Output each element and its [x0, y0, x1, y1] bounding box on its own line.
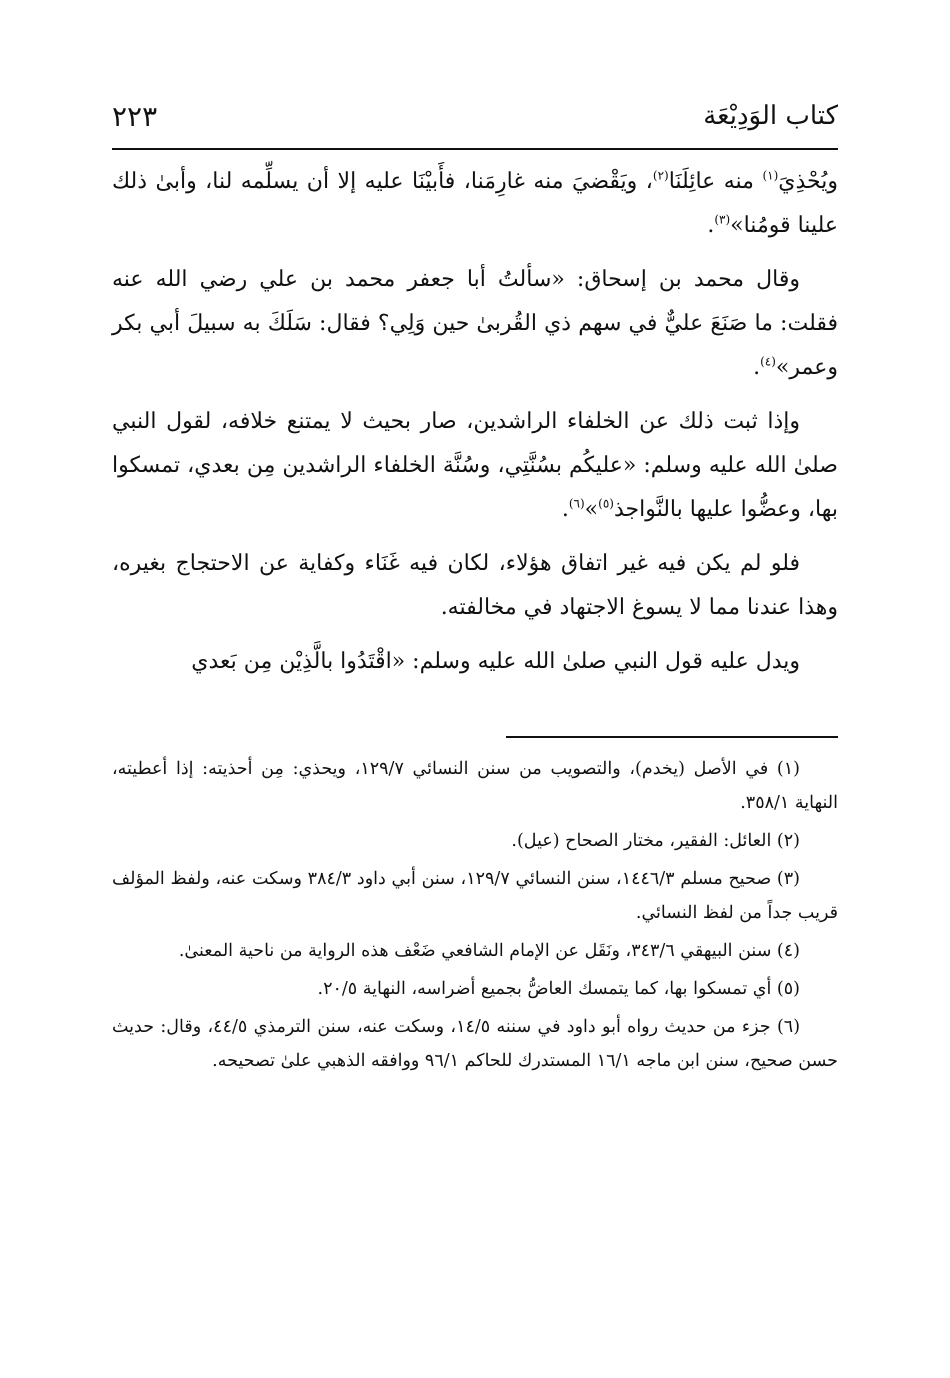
book-title: كتاب الوَدِيْعَة	[703, 101, 838, 131]
paragraph	[112, 400, 838, 532]
footnote-marker[interactable]: (٤)	[760, 354, 776, 369]
paragraph	[112, 542, 838, 630]
paragraph	[112, 160, 838, 248]
header-divider	[112, 148, 838, 150]
text-run: فلو لم يكن فيه غير اتفاق هؤلاء، لكان فيه غَنَاء وكفاية عن الاحتجاج بغيره، وهذا عندنا مما لا يسوغ الاجتهاد في مخالفته.	[112, 551, 838, 620]
footnote-marker[interactable]: (١)	[762, 168, 779, 183]
footnote-4: (٤) سنن البيهقي ٣٤٣/٦، ونَقَل عن الإمام الشافعي ضَعْف هذه الرواية من ناحية المعنىٰ.	[178, 941, 800, 961]
footnote-2: (٢) العائل: الفقير، مختار الصحاح (عيل).	[511, 831, 800, 851]
page-number: ٢٢٣	[112, 99, 158, 133]
footnote-5: (٥) أي تمسكوا بها، كما يتمسك العاضُّ بجميع أضراسه، النهاية ٢٠/٥.	[317, 979, 800, 999]
footnote-marker[interactable]: (٥)	[598, 496, 614, 511]
text-run: منه عائِلَنَا	[668, 169, 763, 194]
text-run: »	[584, 497, 599, 522]
footnotes	[112, 752, 838, 1082]
running-header	[112, 92, 838, 140]
footnote-1: (١) في الأصل (يخدم)، والتصويب من سنن النسائي ١٢٩/٧، ويحذي: مِن أحذيته: إذا أعطيته، النهاية ٣٥٨/١.	[112, 759, 838, 813]
text-run: .	[561, 497, 569, 522]
footnote-6: (٦) جزء من حديث رواه أبو داود في سننه ١٤/٥، وسكت عنه، سنن الترمذي ٤٤/٥، وقال: حديث حسن صحيح، سنن ابن ماجه ١٦/١ المستدرك للحاكم ٩٦/١ ووافقه الذهبي علىٰ تصحيحه.	[112, 1017, 838, 1071]
text-run: ، ويَقْضيَ منه غارِمَنا، فأَبيْنَا عليه إلا أن يسلِّمه لنا، وأبىٰ ذلك علينا قومُنا»	[112, 169, 838, 238]
text-run: .	[707, 213, 715, 238]
text-run: .	[753, 355, 761, 380]
text-run: ويدل عليه قول النبي صلىٰ الله عليه وسلم: «اقْتَدُوا بالَّذِيْن مِن بَعدي	[191, 649, 800, 674]
paragraph	[112, 258, 838, 390]
text-run: وإذا ثبت ذلك عن الخلفاء الراشدين، صار بحيث لا يمتنع خلافه، لقول النبي صلىٰ الله عليه وسلم: «عليكُم بسُنَّتِي، وسُنَّة الخلفاء الراشدين مِن بعدي، تمسكوا بها، وعضُّوا عليها بالنَّواجذ	[112, 409, 838, 522]
footnote-divider	[506, 736, 838, 738]
text-run: وقال محمد بن إسحاق: «سألتُ أبا جعفر محمد بن علي رضي الله عنه فقلت: ما صَنَعَ عليٌّ في سهم ذي القُربىٰ حين وَلِي؟ فقال: سَلَكَ به سبيلَ أبي بكر وعمر»	[112, 267, 838, 380]
footnote-marker[interactable]: (٦)	[568, 496, 585, 511]
footnote-3: (٣) صحيح مسلم ١٤٤٦/٣، سنن النسائي ١٢٩/٧، سنن أبي داود ٣٨٤/٣ وسكت عنه، ولفظ المؤلف قريب جداً من لفظ النسائي.	[112, 869, 838, 923]
paragraph	[112, 640, 838, 684]
main-text	[112, 160, 838, 694]
footnote-marker[interactable]: (٣)	[714, 212, 731, 227]
footnote-marker[interactable]: (٢)	[652, 168, 669, 183]
text-run: ويُحْذِيَ	[778, 169, 838, 194]
